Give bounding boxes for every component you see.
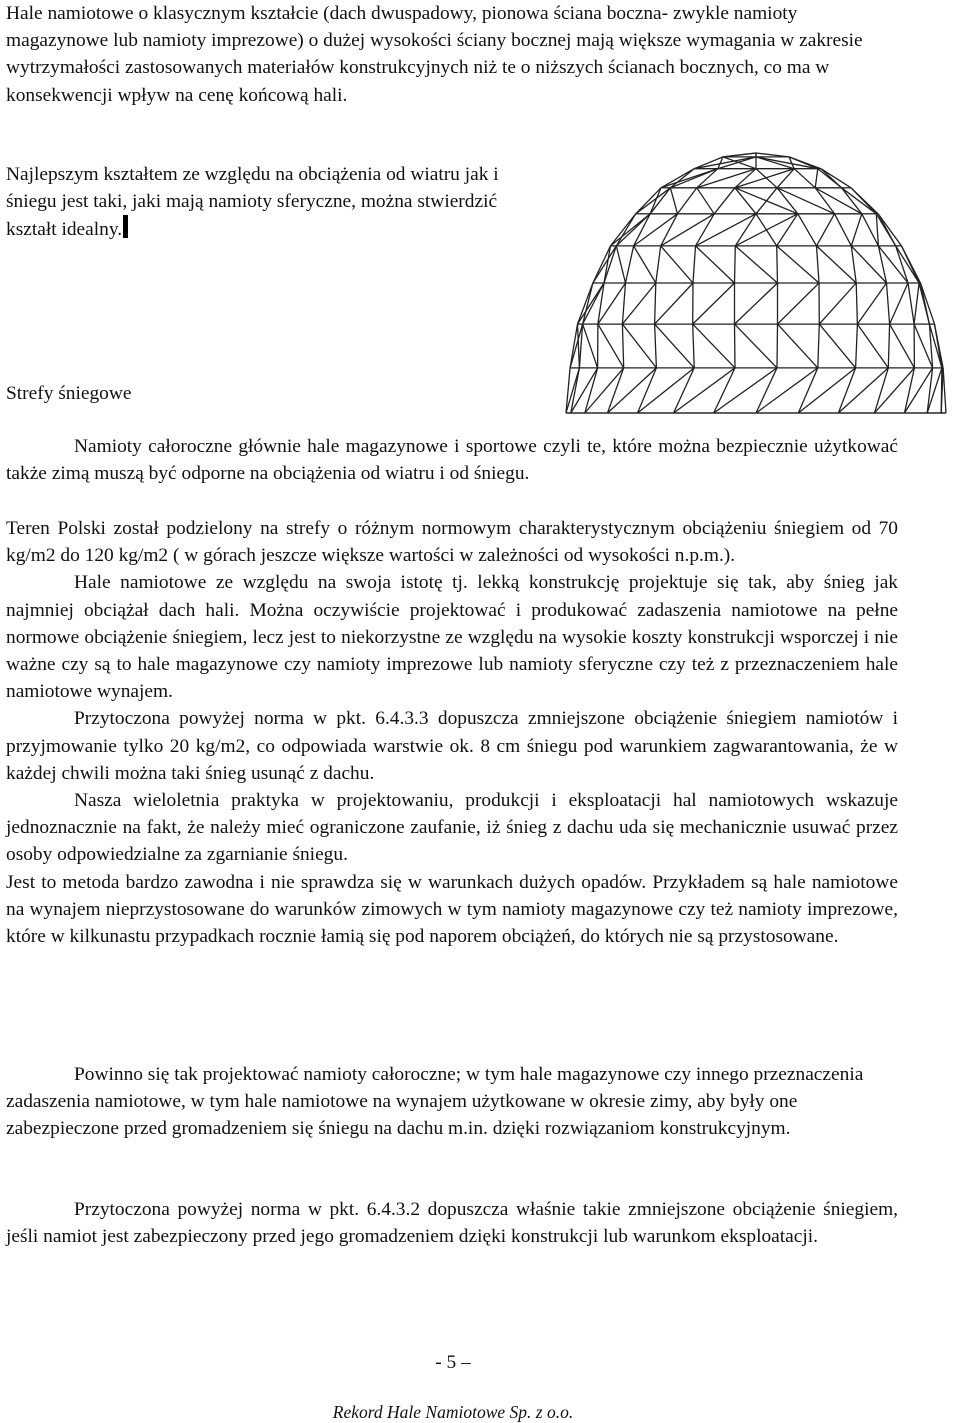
geodesic-dome-illustration xyxy=(553,136,959,420)
unreliable-method-paragraph: Jest to metoda bardzo zawodna i nie sprawdza się w warunkach dużych opadów. Przykładem są hale namiotowe na wynajem nieprzystosowane do warunków zimowych w tym namioty magazynowe czy też namioty imprezowe, które w kilkunastu przypadkach rocznie łamią się pod naporem obciążeń, do których nie są przystosowane. xyxy=(6,871,898,948)
design-recommendation-paragraph: Powinno się tak projektować namioty całoroczne; w tym hale magazynowe czy innego przeznaczenia zadaszenia namiotowe, w tym hale namiotowe na wynajem użytkowane w okresie zimy, aby były one zabezpieczone przed gromadzeniem się śniegu na dachu m.in. dzięki rozwiązaniom konstrukcyjnym. xyxy=(6,1064,864,1140)
year-round-paragraph: Namioty całoroczne głównie hale magazynowe i sportowe czyli te, które można bezpiecznie użytkować także zimą muszą być odporne na obciążenia od wiatru i od śniegu. xyxy=(6,436,898,485)
norm-6433-paragraph: Przytoczona powyżej norma w pkt. 6.4.3.3 dopuszcza zmniejszone obciążenie śniegiem namiotów i przyjmowanie tylko 20 kg/m2, co odpowiada warstwie ok. 8 cm śniegu pod warunkiem zagwarantowania, że w każdej chwili można taki śnieg usunąć z dachu. xyxy=(6,708,898,784)
design-paragraph: Hale namiotowe ze względu na swoja istotę tj. lekką konstrukcję projektuje się tak, aby śnieg jak najmniej obciążał dach hali. Można oczywiście projektować i produkować zadaszenia namiotowe na pełne normowe obciążenie śniegiem, lecz jest to niekorzystne ze względu na wysokie koszty konstrukcji wsporczej i nie ważne czy są to hale magazynowe czy namioty imprezowe lub namioty sferyczne czy też z przeznaczeniem hale namiotowe wynajem. xyxy=(6,572,898,703)
norm-6432-paragraph: Przytoczona powyżej norma w pkt. 6.4.3.2 dopuszcza właśnie takie zmniejszone obciążenie śniegiem, jeśli namiot jest zabezpieczony przed jego gromadzeniem dzięki konstrukcji lub warunkom eksploatacji. xyxy=(6,1199,898,1248)
spherical-shape-text: Najlepszym kształtem ze względu na obciążenia od wiatru jak i śniegu jest taki, jaki mają namioty sferyczne, można stwierdzić kształt idealny. xyxy=(6,164,499,241)
section-heading: Strefy śniegowe xyxy=(6,383,132,404)
intro-paragraph: Hale namiotowe o klasycznym kształcie (dach dwuspadowy, pionowa ściana boczna- zwykle namioty magazynowe lub namioty imprezowe) o dużej wysokości ściany bocznej mają większe wymagania w zakresie wytrzymałości zastosowanych materiałów konstrukcyjnych niż te o niższych ścianach bocznych, co ma w konsekwencji wpływ na cenę końcową hali. xyxy=(6,3,863,106)
page-number: - 5 – xyxy=(435,1352,471,1373)
text-cursor xyxy=(123,215,128,238)
experience-paragraph: Nasza wieloletnia praktyka w projektowaniu, produkcji i eksploatacji hal namiotowych wskazuje jednoznacznie na fakt, że należy mieć ograniczone zaufanie, iż śnieg z dachu uda się mechanicznie usuwać przez osoby odpowiedzialne za zgarnianie śniegu. xyxy=(6,790,898,866)
snow-zones-paragraph: Teren Polski został podzielony na strefy o różnym normowym charakterystycznym obciążeniu śniegiem od 70 kg/m2 do 120 kg/m2 ( w górach jeszcze większe wartości w zależności od wysokości n.p.m.). xyxy=(6,518,898,567)
footer-company: Rekord Hale Namiotowe Sp. z o.o. xyxy=(332,1402,574,1422)
snow-zones-block xyxy=(6,515,898,950)
spherical-shape-paragraph xyxy=(6,161,506,244)
